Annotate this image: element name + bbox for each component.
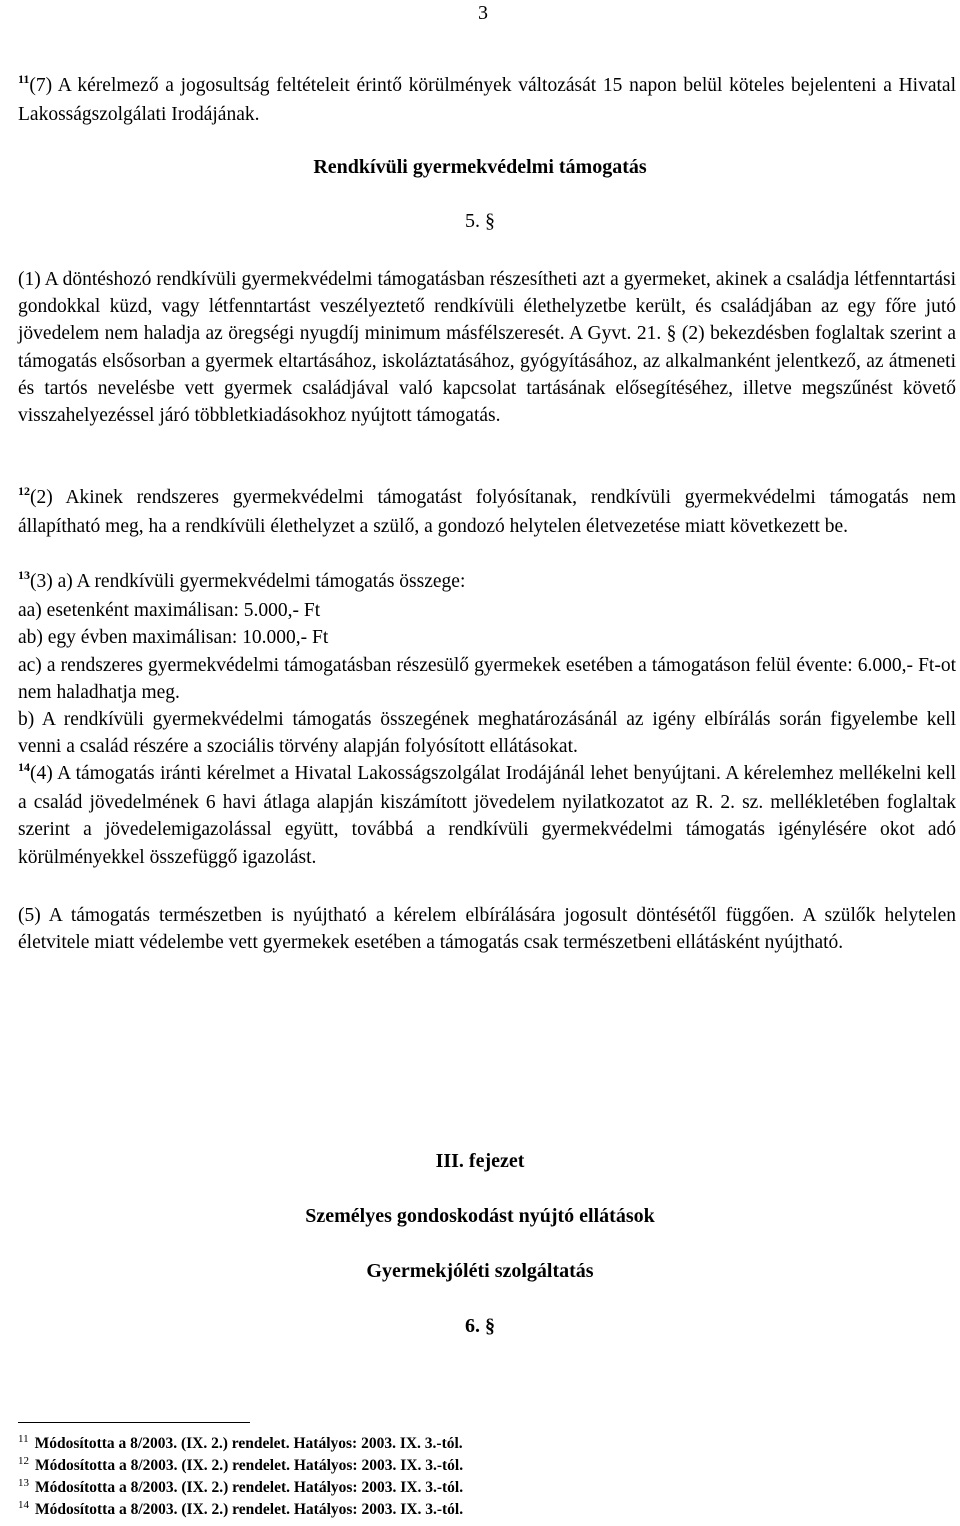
section5-paragraph3 (18, 568, 956, 760)
footnote-ref-14[interactable]: 14 (18, 760, 30, 774)
footnote-divider (18, 1422, 250, 1423)
section6-title: Gyermekjóléti szolgáltatás (366, 1260, 594, 1282)
section5-paragraph1: (1) A döntéshozó rendkívüli gyermekvédelmi támogatásban részesítheti azt a gyermeket, akinek a családja létfenntartási gondokkal küzd, vagy létfenntartást veszélyeztető rendkívüli élethelyzetbe került, és családjában az egy főre jutó jövedelem nem haladja az öregségi nyugdíj minimum másfélszeresét. A Gyvt. 21. § (2) bekezdésben foglaltak szerint a támogatás elsősorban a gyermek eltartásához, iskoláztatásához, gyógyításához, az alkalmanként jelentkező, az átmeneti és tartós nevelésbe vett gyermek családjával való kapcsolat tartásának elősegítéséhez, illetve megszűnést követő visszahelyezéssel járó többletkiadásokhoz nyújtott támogatás. (18, 269, 956, 427)
section5-sign: 5. § (465, 210, 495, 232)
paragraph3-intro: $^{13}$(3) a) A rendkívüli gyermekvédelmi támogatás összege: (18, 568, 466, 592)
paragraph3-ac: ac) a rendszeres gyermekvédelmi támogatásban részesülő gyermekek esetében a támogatáson felül évente: 6.000,- Ft-ot nem haladhatja meg. (18, 654, 956, 703)
section6-sign: 6. § (465, 1315, 495, 1337)
footnote-13: $^{13}$ Módosította a 8/2003. (IX. 2.) rendelet. Hatályos: 2003. IX. 3.-tól. (18, 1477, 464, 1496)
section5-title: Rendkívüli gyermekvédelmi támogatás (313, 156, 647, 178)
paragraph3-b: b) A rendkívüli gyermekvédelmi támogatás összegének meghatározásánál az igény elbírálás során figyelembe kell venni a család részére a szociális törvény alapján folyósított ellátásokat. (18, 709, 956, 758)
page-number: 3 (478, 2, 488, 24)
section5-paragraph2: $^{12}$(2) Akinek rendszeres gyermekvédelmi támogatást folyósítanak, rendkívüli gyermekvédelmi támogatás nem állapítható meg, ha a rendkívüli élethelyzet a szülő, a gondozó helytelen életvezetése miatt következett be. (18, 484, 956, 538)
footnote-ref-13[interactable]: 13 (18, 568, 30, 582)
footnote-12: $^{12}$ Módosította a 8/2003. (IX. 2.) rendelet. Hatályos: 2003. IX. 3.-tól. (18, 1455, 464, 1474)
footnote-14: $^{14}$ Módosította a 8/2003. (IX. 2.) rendelet. Hatályos: 2003. IX. 3.-tól. (18, 1499, 464, 1518)
paragraph3-aa: aa) esetenként maximálisan: 5.000,- Ft (18, 600, 321, 622)
footnote-ref-12[interactable]: 12 (18, 484, 30, 498)
section5-paragraph5: (5) A támogatás természetben is nyújtható a kérelem elbírálására jogosult döntésétől függően. A szülők helytelen életvitele miatt védelembe vett gyermekek esetében a támogatás csak természetbeni ellátásként nyújtható. (18, 905, 956, 954)
section4-paragraph7: $^{11}$(7) A kérelmező a jogosultság feltételeit érintő körülmények változását 15 napon belül köteles bejelenteni a Hivatal Lakosságszolgálati Irodájának. (18, 72, 956, 126)
paragraph3-ab: ab) egy évben maximálisan: 10.000,- Ft (18, 627, 329, 649)
section5-paragraph4: $^{14}$(4) A támogatás iránti kérelmet a Hivatal Lakosságszolgálat Irodájánál lehet benyújtani. A kérelemhez mellékelni kell a család jövedelmének 6 havi átlaga alapján kiszámított jövedelem nyilatkozatot az R. 2. sz. mellékletében foglaltak szerint a jövedelemigazolással együtt, továbbá a rendkívüli gyermekvédelmi támogatás igénylésére okot adó körülményekkel összefüggő igazolást. (18, 760, 956, 868)
footnote-11: $^{11}$ Módosította a 8/2003. (IX. 2.) rendelet. Hatályos: 2003. IX. 3.-tól. (18, 1433, 463, 1452)
footnote-ref-11[interactable]: 11 (18, 72, 30, 86)
chapter-subtitle: Személyes gondoskodást nyújtó ellátások (305, 1205, 655, 1227)
chapter-title: III. fejezet (435, 1150, 525, 1172)
